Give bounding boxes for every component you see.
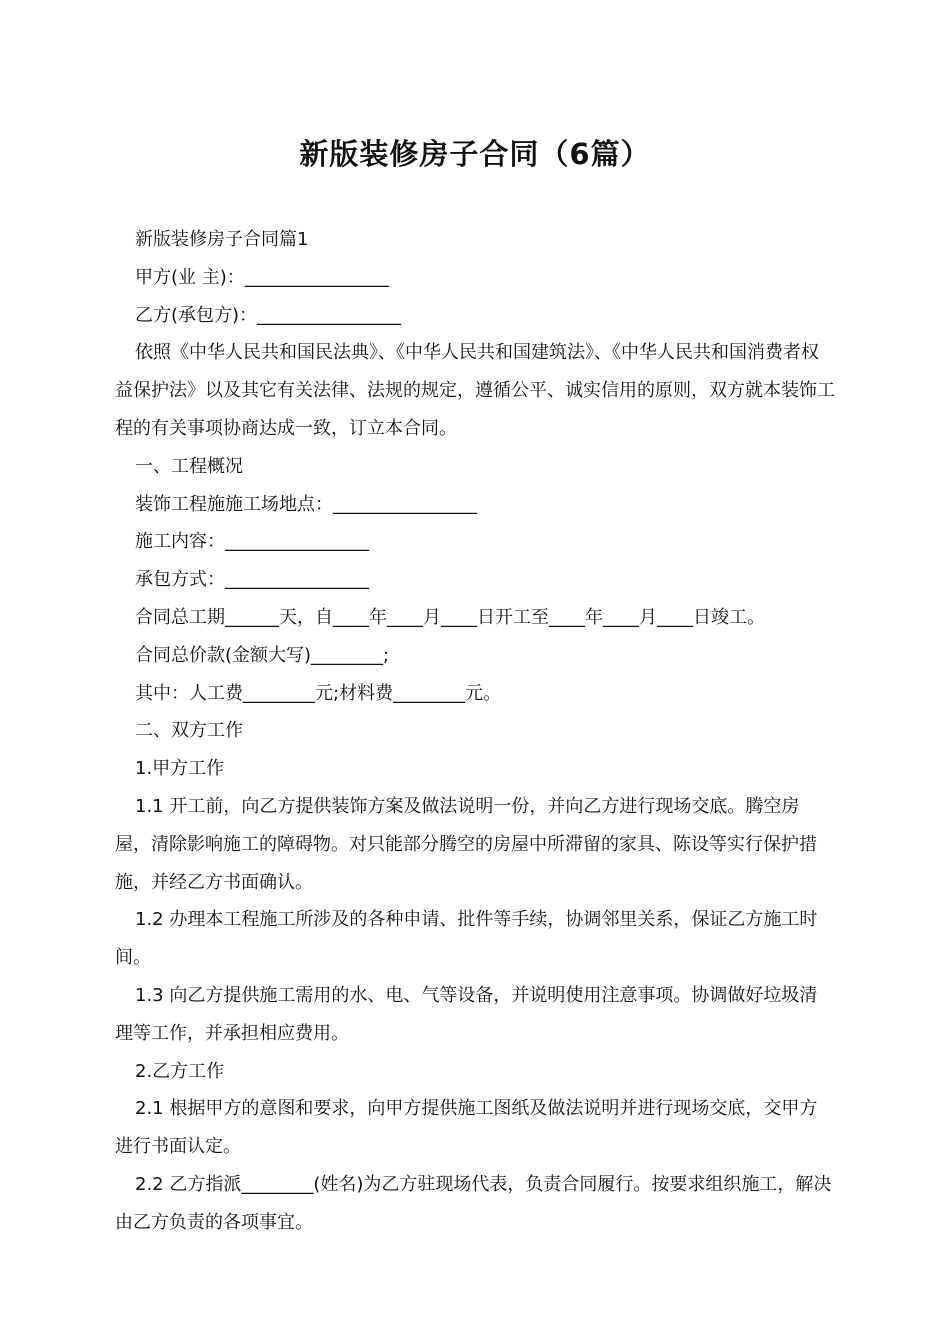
party-a-line: 甲方(业 主)：________________ [135,266,389,288]
cost-breakdown-line: 其中：人工费________元;材料费________元。 [135,682,502,704]
total-price-line: 合同总价款(金额大写)________; [135,644,390,666]
contract-method-line: 承包方式：________________ [135,569,369,591]
section-heading: 一、工程概况 [135,455,243,477]
work-content-line: 施工内容：________________ [135,531,369,553]
preamble-paragraph: 依照《中华人民共和国民法典》、《中华人民共和国建筑法》、《中华人民共和国消费者权益保护法》以及其它有关法律、法规的规定，遵循公平、诚实信用的原则，双方就本装饰工程的有关事项协商达成一致，订立本合同。 [115,342,835,439]
site-address-line: 装饰工程施施工场地点：________________ [135,493,477,515]
document-title: 新版装修房子合同（6篇） [299,137,651,171]
duration-line: 合同总工期______天，自____年____月____日开工至____年____月____日竣工。 [135,606,765,628]
clause-paragraph: 1.1 开工前，向乙方提供装饰方案及做法说明一份，并向乙方进行现场交底。腾空房屋，清除影响施工的障碍物。对只能部分腾空的房屋中所滞留的家具、陈设等实行保护措施，并经乙方书面确认。 [115,795,817,893]
section-heading: 新版装修房子合同篇1 [135,229,309,250]
clause-paragraph: 2.1 根据甲方的意图和要求，向甲方提供施工图纸及做法说明并进行现场交底，交甲方进行书面认定。 [115,1098,818,1158]
clause-paragraph: 2.2 乙方指派________(姓名)为乙方驻现场代表，负责合同履行。按要求组织施工，解决由乙方负责的各项事宜。 [115,1173,832,1233]
party-b-line: 乙方(承包方)：________________ [135,304,402,326]
clause-paragraph: 1.2 办理本工程施工所涉及的各种申请、批件等手续，协调邻里关系，保证乙方施工时间。 [115,909,818,969]
section-heading: 二、双方工作 [135,720,243,742]
subsection-heading: 2.乙方工作 [135,1060,225,1082]
subsection-heading: 1.甲方工作 [135,758,225,780]
document-body [115,221,835,1242]
clause-paragraph: 1.3 向乙方提供施工需用的水、电、气等设备，并说明使用注意事项。协调做好垃圾清理等工作，并承担相应费用。 [115,984,818,1044]
